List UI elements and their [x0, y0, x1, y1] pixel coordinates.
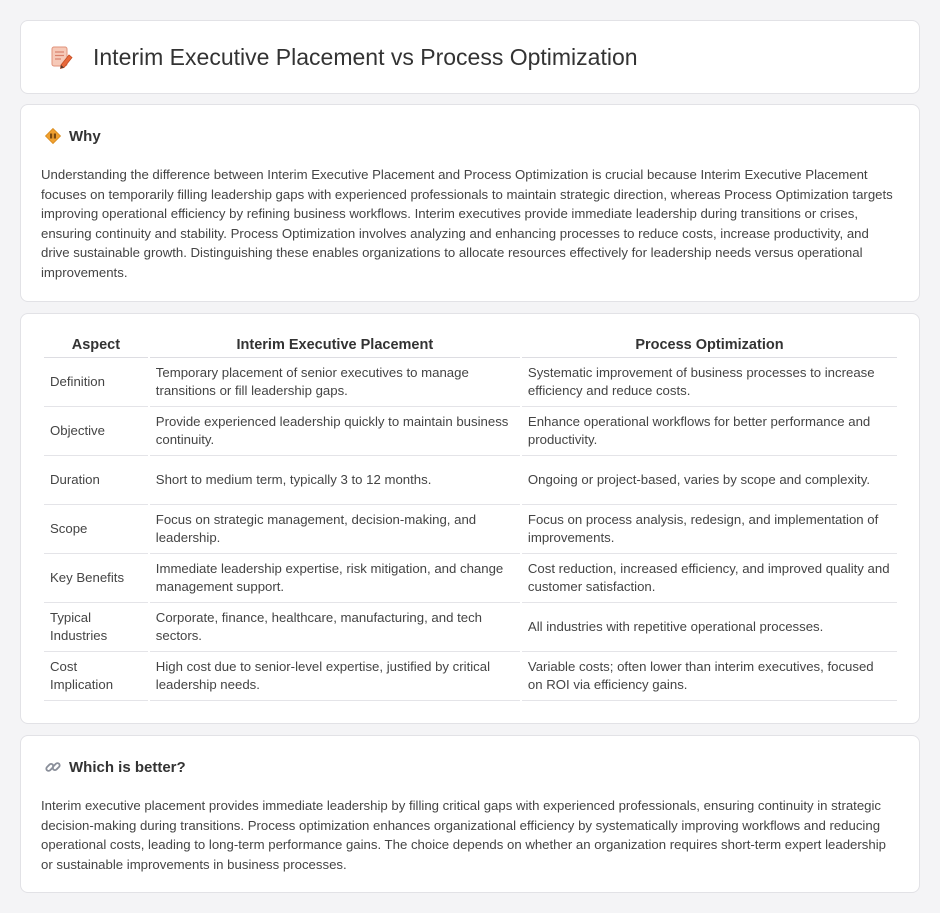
why-paragraph: Understanding the difference between Interim Executive Placement and Process Optimization is crucial because Interim Executive Placement focuses on temporarily filling leadership gaps with experienced professionals to maintain strategic direction, whereas Process Optimization targets improving operational efficiency by refining business workflows. Interim executives provide immediate leadership during transitions or crises, ensuring continuity and stability. Process Optimization involves analyzing and enhancing processes to reduce costs, increase productivity, and drive sustainable growth. Distinguishing these enables organizations to allocate resources effectively for leadership needs versus operational improvements.	[41, 167, 893, 280]
row-process-cell: Systematic improvement of business processes to increase efficiency and reduce costs.	[522, 358, 897, 407]
table-header-row	[44, 332, 897, 358]
table-row	[44, 407, 897, 456]
better-heading	[44, 758, 186, 776]
why-section	[20, 104, 920, 302]
row-process-cell: Variable costs; often lower than interim executives, focused on ROI via efficiency gains.	[522, 652, 897, 701]
which-is-better-section	[20, 735, 920, 893]
row-process-cell: Cost reduction, increased efficiency, and improved quality and customer satisfaction.	[522, 554, 897, 603]
row-process-cell: Ongoing or project-based, varies by scope and complexity.	[522, 456, 897, 505]
row-interim-cell: Short to medium term, typically 3 to 12 months.	[150, 456, 520, 505]
better-title: Which is better?	[69, 758, 186, 776]
row-aspect: Objective	[44, 407, 148, 456]
comparison-table-card	[20, 313, 920, 724]
column-header-aspect: Aspect	[44, 332, 148, 358]
page-title: Interim Executive Placement vs Process Optimization	[93, 43, 638, 70]
table-row	[44, 505, 897, 554]
row-interim-cell: Focus on strategic management, decision-making, and leadership.	[150, 505, 520, 554]
table-row	[44, 603, 897, 652]
row-process-cell: Focus on process analysis, redesign, and implementation of improvements.	[522, 505, 897, 554]
row-interim-cell: Immediate leadership expertise, risk mitigation, and change management support.	[150, 554, 520, 603]
row-process-cell: All industries with repetitive operational processes.	[522, 603, 897, 652]
header-card	[20, 20, 920, 94]
table-row	[44, 652, 897, 701]
row-aspect: Duration	[44, 456, 148, 505]
table-row	[44, 358, 897, 407]
row-interim-cell: Corporate, finance, healthcare, manufacturing, and tech sectors.	[150, 603, 520, 652]
column-header-interim: Interim Executive Placement	[150, 332, 520, 358]
table-row	[44, 456, 897, 505]
row-aspect: Definition	[44, 358, 148, 407]
why-heading	[44, 127, 101, 145]
better-paragraph: Interim executive placement provides immediate leadership by filling critical gaps with experienced professionals, ensuring continuity in strategic decision-making during transitions. Process optimization enhances organizational efficiency by systematically improving workflows and reducing operational costs, leading to long-term performance gains. The choice depends on whether an organization requires short-term expert leadership or sustainable improvements in business processes.	[41, 798, 886, 872]
link-icon	[44, 758, 62, 776]
row-aspect: Key Benefits	[44, 554, 148, 603]
diamond-sign-icon	[44, 127, 62, 145]
document-pencil-icon	[47, 43, 75, 71]
row-aspect: Scope	[44, 505, 148, 554]
row-aspect: Cost Implication	[44, 652, 148, 701]
comparison-table	[42, 332, 899, 701]
row-aspect: Typical Industries	[44, 603, 148, 652]
table-row	[44, 554, 897, 603]
column-header-process: Process Optimization	[522, 332, 897, 358]
row-interim-cell: Temporary placement of senior executives to manage transitions or fill leadership gaps.	[150, 358, 520, 407]
row-interim-cell: High cost due to senior-level expertise, justified by critical leadership needs.	[150, 652, 520, 701]
row-interim-cell: Provide experienced leadership quickly to maintain business continuity.	[150, 407, 520, 456]
why-title: Why	[69, 127, 101, 145]
row-process-cell: Enhance operational workflows for better performance and productivity.	[522, 407, 897, 456]
